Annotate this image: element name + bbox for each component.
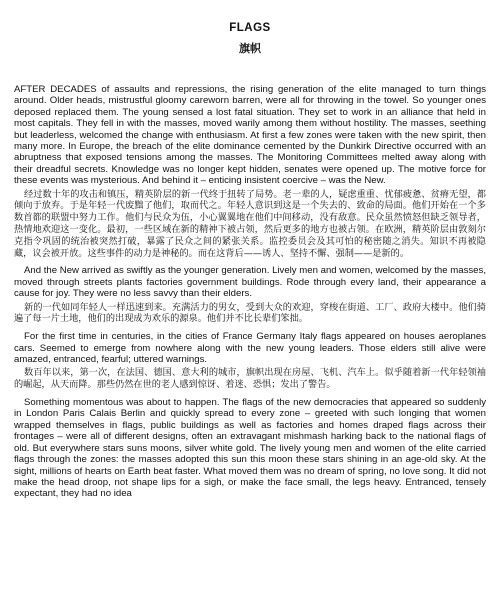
paragraph-3-chinese: 数百年以来，第一次，在法国、德国、意大利的城市，旗帜出现在房屋、飞机、汽车上。似乎随着新一代年轻领袖的崛起，从天而降。那些仍然在世的老人感到惊讶、着迷、恐惧；发出了警告。 bbox=[14, 367, 486, 391]
paragraph-2-chinese: 新的一代如同年轻人一样迅速到来。充满活力的男女，受到大众的欢迎，穿梭在街道、工厂、政府大楼中。他们骑遍了每一片土地，他们的出现成为欢乐的源泉。他们并不比长辈们笨拙。 bbox=[14, 301, 486, 325]
page-title: FLAGS bbox=[229, 22, 271, 34]
paragraph-3-english: For the first time in centuries, in the cities of France Germany Italy flags appeared on houses aeroplanes cars. Seemed to emerge from nowhere along with the new young leaders. Those elders still alive were amazed, entranced, fearful; uttered warnings. bbox=[14, 331, 486, 366]
paragraph-1-chinese: 经过数十年的攻击和镇压，精英阶层的新一代终于扭转了局势。老一辈的人，疑虑重重、忧郁疲惫、贫瘠无望，都倾向于放弃。于是年轻一代废黜了他们，取而代之。年轻人意识到这是一个失去的、致命的局面。他们开始在一个多数首都的联盟中努力工作。他们与民众为伍，小心翼翼地在他们中间移动，没有敌意。民众虽然愤怒但缺乏领导者，热情地欢迎这一变化。最初，一些区域在新的精神下被占领，然后更多的地方也被占领。在欧洲，精英阶层由敦刻尔克指令巩固的统治被突然打破，暴露了民众之间的紧张关系。监控委员会及其可怕的秘密随之消失。知识不再被隐藏，议会被开放。这些事件的动力是神秘的。而在这背后——诱人、坚持不懈、强制——是新的。 bbox=[14, 188, 486, 259]
page-subtitle-chinese: 旗帜 bbox=[239, 42, 261, 55]
paragraph-4-english: Something momentous was about to happen. The flags of the new democracies that appeared so suddenly in London Paris Calais Berlin and quickly spread to every zone – greeted with such longing that women wrapped themselves in flags, public buildings as well as factories and homes draped flags across their frontages – were all of different designs, often an extravagant mishmash harking back to the national flags of old. But everywhere stars suns moons, silver white gold. The lively young men and women of the elite carried flags through the zones: the masses adopted this sun this moon these stars shining in an age-old sky. At the sight, millions of hearts on Earth beat faster. What moved them was no dream of spring, no love song. It did not make the head droop, not shape lips for a sigh, or make the face small, the legs heavy. Entranced, tensely expectant, they had no idea bbox=[14, 397, 486, 500]
article-body bbox=[14, 84, 486, 500]
paragraph-2-english: And the New arrived as swiftly as the younger generation. Lively men and women, welcomed by the masses, moved through streets plants factories government buildings. Rode through every land, their appearance a cause for joy. They were no less savvy than their elders. bbox=[14, 265, 486, 300]
paragraph-1-english: AFTER DECADES of assaults and repressions, the rising generation of the elite managed to turn things around. Older heads, mistrustful gloomy careworn barren, were all for throwing in the towel. So younger ones deposed replaced them. The young sensed a lost fatal situation. They set to work in an alliance that held in most capitals. They fell in with the masses, moved warily among them without hostility. The masses, seething but leaderless, welcomed the change with enthusiasm. At first a few zones were taken with the new spirit, then many more. In Europe, the breach of the elite dominance cemented by the Dunkirk Directive occurred with an abruptness that exposed tensions among the masses. The Monitoring Committees melted away along with their dreadful secrets. Knowledge was no longer kept hidden, senates were opened up. The motive force for these events was mysterious. And behind it – enticing insistent coercive – was the New. bbox=[14, 84, 486, 187]
